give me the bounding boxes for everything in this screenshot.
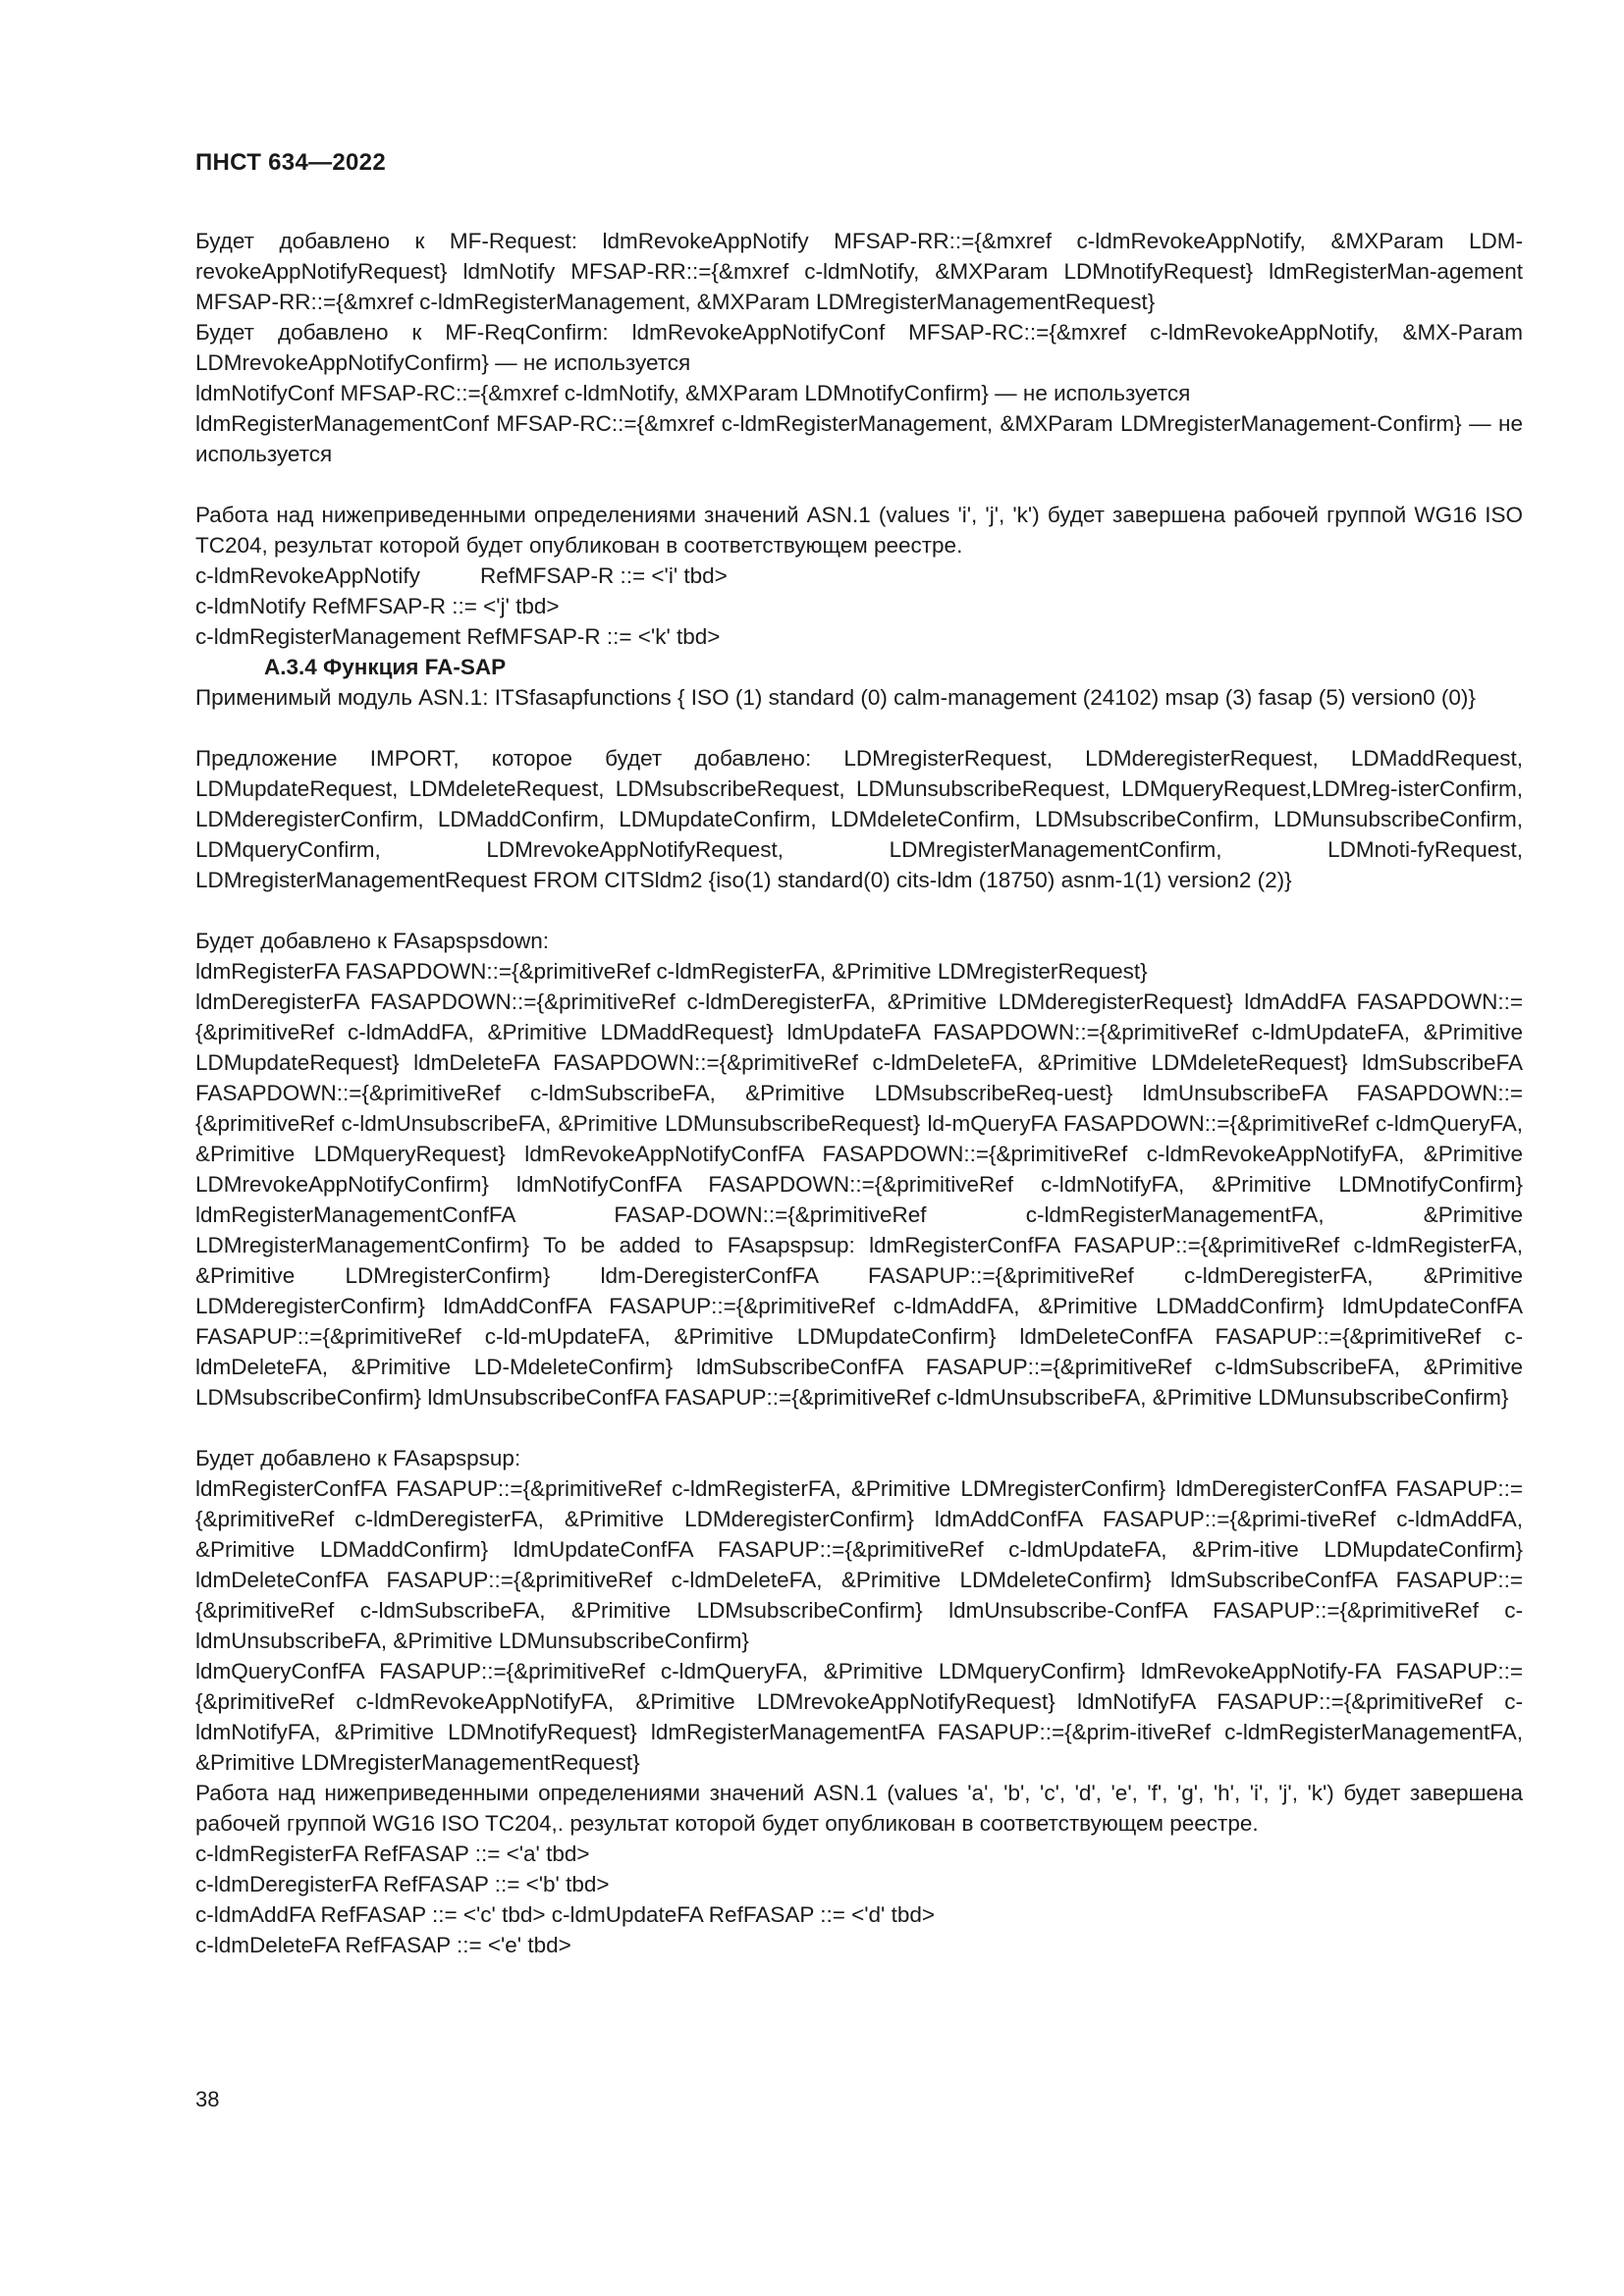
paragraph-fasapup-definitions-2: ldmQueryConfFA FASAPUP::={&primitiveRef c-ldmQueryFA, &Primitive LDMqueryConfirm} ldmRevokeAppNotify-FA FASAPUP::={&primitiveRef c-ldmRevokeAppNotifyFA, &Primitive LDMrevokeAppNotifyRequest} ldmNotifyFA FASAPUP::={&primitiveRef c-ldmNotifyFA, &Primitive LDMnotifyRequest} ldmRegisterManagementFA FASAPUP::={&prim-itiveRef c-ldmRegisterManagementFA, &Primitive LDMregisterManagementRequest} xyxy=(195,1659,1523,1775)
reference-line: c-ldmDeleteFA RefFASAP ::= <'e' tbd> xyxy=(195,1933,571,1957)
reference-line: c-ldmNotify RefMFSAP-R ::= <'j' tbd> xyxy=(195,594,560,618)
reference-value: RefMFSAP-R ::= <'i' tbd> xyxy=(480,563,728,588)
reference-line: c-ldmRegisterFA RefFASAP ::= <'a' tbd> xyxy=(195,1842,590,1866)
paragraph-mf-request: Будет добавлено к MF-Request: ldmRevokeAppNotify MFSAP-RR::={&mxref c-ldmRevokeAppNotify, &MXParam LDM-revokeAppNotifyRequest} ldmNotify MFSAP-RR::={&mxref c-ldmNotify, &MXParam LDMnotifyRequest} ldmRegisterMan-agement MFSAP-RR::={&mxref c-ldmRegisterManagement, &MXParam LDMregisterManagementRequest} xyxy=(195,229,1523,314)
document-header: ПНСТ 634—2022 xyxy=(195,149,386,176)
page-number: 38 xyxy=(195,2087,220,2111)
reference-line xyxy=(195,561,1523,591)
spacer xyxy=(195,895,1523,926)
paragraph-asn-module: Применимый модуль ASN.1: ITSfasapfunctions { ISO (1) standard (0) calm-management (24102) msap (3) fasap (5) version0 (0)} xyxy=(195,685,1476,710)
paragraph-asn-values-a-k: Работа над нижеприведенными определениями значений ASN.1 (values 'a', 'b', 'c', 'd', 'e', 'f', 'g', 'h', 'i', 'j', 'k') будет завершена рабочей группой WG16 ISO TC204,. результат которой будет опубликован в соответствующем реестре. xyxy=(195,1781,1523,1836)
spacer xyxy=(195,1413,1523,1443)
paragraph-asn-values-ijk: Работа над нижеприведенными определениями значений ASN.1 (values 'i', 'j', 'k') будет завершена рабочей группой WG16 ISO TC204, результат которой будет опубликован в соответствующем реестре. xyxy=(195,503,1523,558)
paragraph-fasapdown-definitions: ldmDeregisterFA FASAPDOWN::={&primitiveRef c-ldmDeregisterFA, &Primitive LDMderegisterRequest} ldmAddFA FASAPDOWN::={&primitiveRef c-ldmAddFA, &Primitive LDMaddRequest} ldmUpdateFA FASAPDOWN::={&primitiveRef c-ldmUpdateFA, &Primitive LDMupdateRequest} ldmDeleteFA FASAPDOWN::={&primitiveRef c-ldmDeleteFA, &Primitive LDMdeleteRequest} ldmSubscribeFA FASAPDOWN::={&primitiveRef c-ldmSubscribeFA, &Primitive LDMsubscribeReq-uest} ldmUnsubscribeFA FASAPDOWN::={&primitiveRef c-ldmUnsubscribeFA, &Primitive LDMunsubscribeRequest} ld-mQueryFA FASAPDOWN::={&primitiveRef c-ldmQueryFA, &Primitive LDMqueryRequest} ldmRevokeAppNotifyConfFA FASAPDOWN::={&primitiveRef c-ldmRevokeAppNotifyFA, &Primitive LDMrevokeAppNotifyConfirm} ldmNotifyConfFA FASAPDOWN::={&primitiveRef c-ldmNotifyFA, &Primitive LDMnotifyConfirm} ldmRegisterManagementConfFA FASAP-DOWN::={&primitiveRef c-ldmRegisterManagementFA, &Primitive LDMregisterManagementConfirm} To be added to FAsapspsup: ldmRegisterConfFA FASAPUP::={&primitiveRef c-ldmRegisterFA, &Primitive LDMregisterConfirm} ldm-DeregisterConfFA FASAPUP::={&primitiveRef c-ldmDeregisterFA, &Primitive LDMderegisterConfirm} ldmAddConfFA FASAPUP::={&primitiveRef c-ldmAddFA, &Primitive LDMaddConfirm} ldmUpdateConfFA FASAPUP::={&primitiveRef c-ld-mUpdateFA, &Primitive LDMupdateConfirm} ldmDeleteConfFA FASAPUP::={&primitiveRef c-ldmDeleteFA, &Primitive LD-MdeleteConfirm} ldmSubscribeConfFA FASAPUP::={&primitiveRef c-ldmSubscribeFA, &Primitive LDMsubscribeConfirm} ldmUnsubscribeConfFA FASAPUP::={&primitiveRef c-ldmUnsubscribeFA, &Primitive LDMunsubscribeConfirm} xyxy=(195,989,1523,1410)
spacer xyxy=(195,713,1523,743)
paragraph-fasapspsdown-intro: Будет добавлено к FAsapspsdown: xyxy=(195,929,549,953)
paragraph-fasapup-definitions: ldmRegisterConfFA FASAPUP::={&primitiveRef c-ldmRegisterFA, &Primitive LDMregisterConfirm} ldmDeregisterConfFA FASAPUP::={&primitiveRef c-ldmDeregisterFA, &Primitive LDMderegisterConfirm} ldmAddConfFA FASAPUP::={&primi-tiveRef c-ldmAddFA, &Primitive LDMaddConfirm} ldmUpdateConfFA FASAPUP::={&primitiveRef c-ldmUpdateFA, &Prim-itive LDMupdateConfirm} ldmDeleteConfFA FASAPUP::={&primitiveRef c-ldmDeleteFA, &Primitive LDMdeleteConfirm} ldmSubscribeConfFA FASAPUP::={&primitiveRef c-ldmSubscribeFA, &Primitive LDMsubscribeConfirm} ldmUnsubscribe-ConfFA FASAPUP::={&primitiveRef c-ldmUnsubscribeFA, &Primitive LDMunsubscribeConfirm} xyxy=(195,1476,1523,1653)
paragraph-fasapspsup-intro: Будет добавлено к FAsapspsup: xyxy=(195,1446,521,1470)
paragraph-notify-conf: ldmNotifyConf MFSAP-RC::={&mxref c-ldmNotify, &MXParam LDMnotifyConfirm} — не используется xyxy=(195,381,1191,405)
paragraph-register-management-conf: ldmRegisterManagementConf MFSAP-RC::={&mxref c-ldmRegisterManagement, &MXParam LDMregisterManagement-Confirm} — не используется xyxy=(195,411,1523,466)
reference-line: c-ldmDeregisterFA RefFASAP ::= <'b' tbd> xyxy=(195,1872,610,1896)
paragraph-register-fa: ldmRegisterFA FASAPDOWN::={&primitiveRef c-ldmRegisterFA, &Primitive LDMregisterRequest} xyxy=(195,959,1148,984)
spacer xyxy=(195,469,1523,500)
paragraph-mf-reqconfirm: Будет добавлено к MF-ReqConfirm: ldmRevokeAppNotifyConf MFSAP-RC::={&mxref c-ldmRevokeAppNotify, &MX-Param LDMrevokeAppNotifyConfirm} — не используется xyxy=(195,320,1523,375)
reference-line: c-ldmAddFA RefFASAP ::= <'c' tbd> c-ldmUpdateFA RefFASAP ::= <'d' tbd> xyxy=(195,1902,936,1927)
section-heading: А.3.4 Функция FA-SAP xyxy=(264,655,507,679)
reference-name: c-ldmRevokeAppNotify xyxy=(195,563,420,588)
reference-line: c-ldmRegisterManagement RefMFSAP-R ::= <'k' tbd> xyxy=(195,624,721,649)
document-body xyxy=(195,226,1523,1960)
paragraph-import: Предложение IMPORT, которое будет добавлено: LDMregisterRequest, LDMderegisterRequest, LDMaddRequest, LDMupdateRequest, LDMdeleteRequest, LDMsubscribeRequest, LDMunsubscribeRequest, LDMqueryRequest,LDMreg-isterConfirm, LDMderegisterConfirm, LDMaddConfirm, LDMupdateConfirm, LDMdeleteConfirm, LDMsubscribeConfirm, LDMunsubscribeConfirm, LDMqueryConfirm, LDMrevokeAppNotifyRequest, LDMregisterManagementConfirm, LDMnoti-fyRequest, LDMregisterManagementRequest FROM CITSldm2 {iso(1) standard(0) cits-ldm (18750) asnm-1(1) version2 (2)} xyxy=(195,746,1523,892)
